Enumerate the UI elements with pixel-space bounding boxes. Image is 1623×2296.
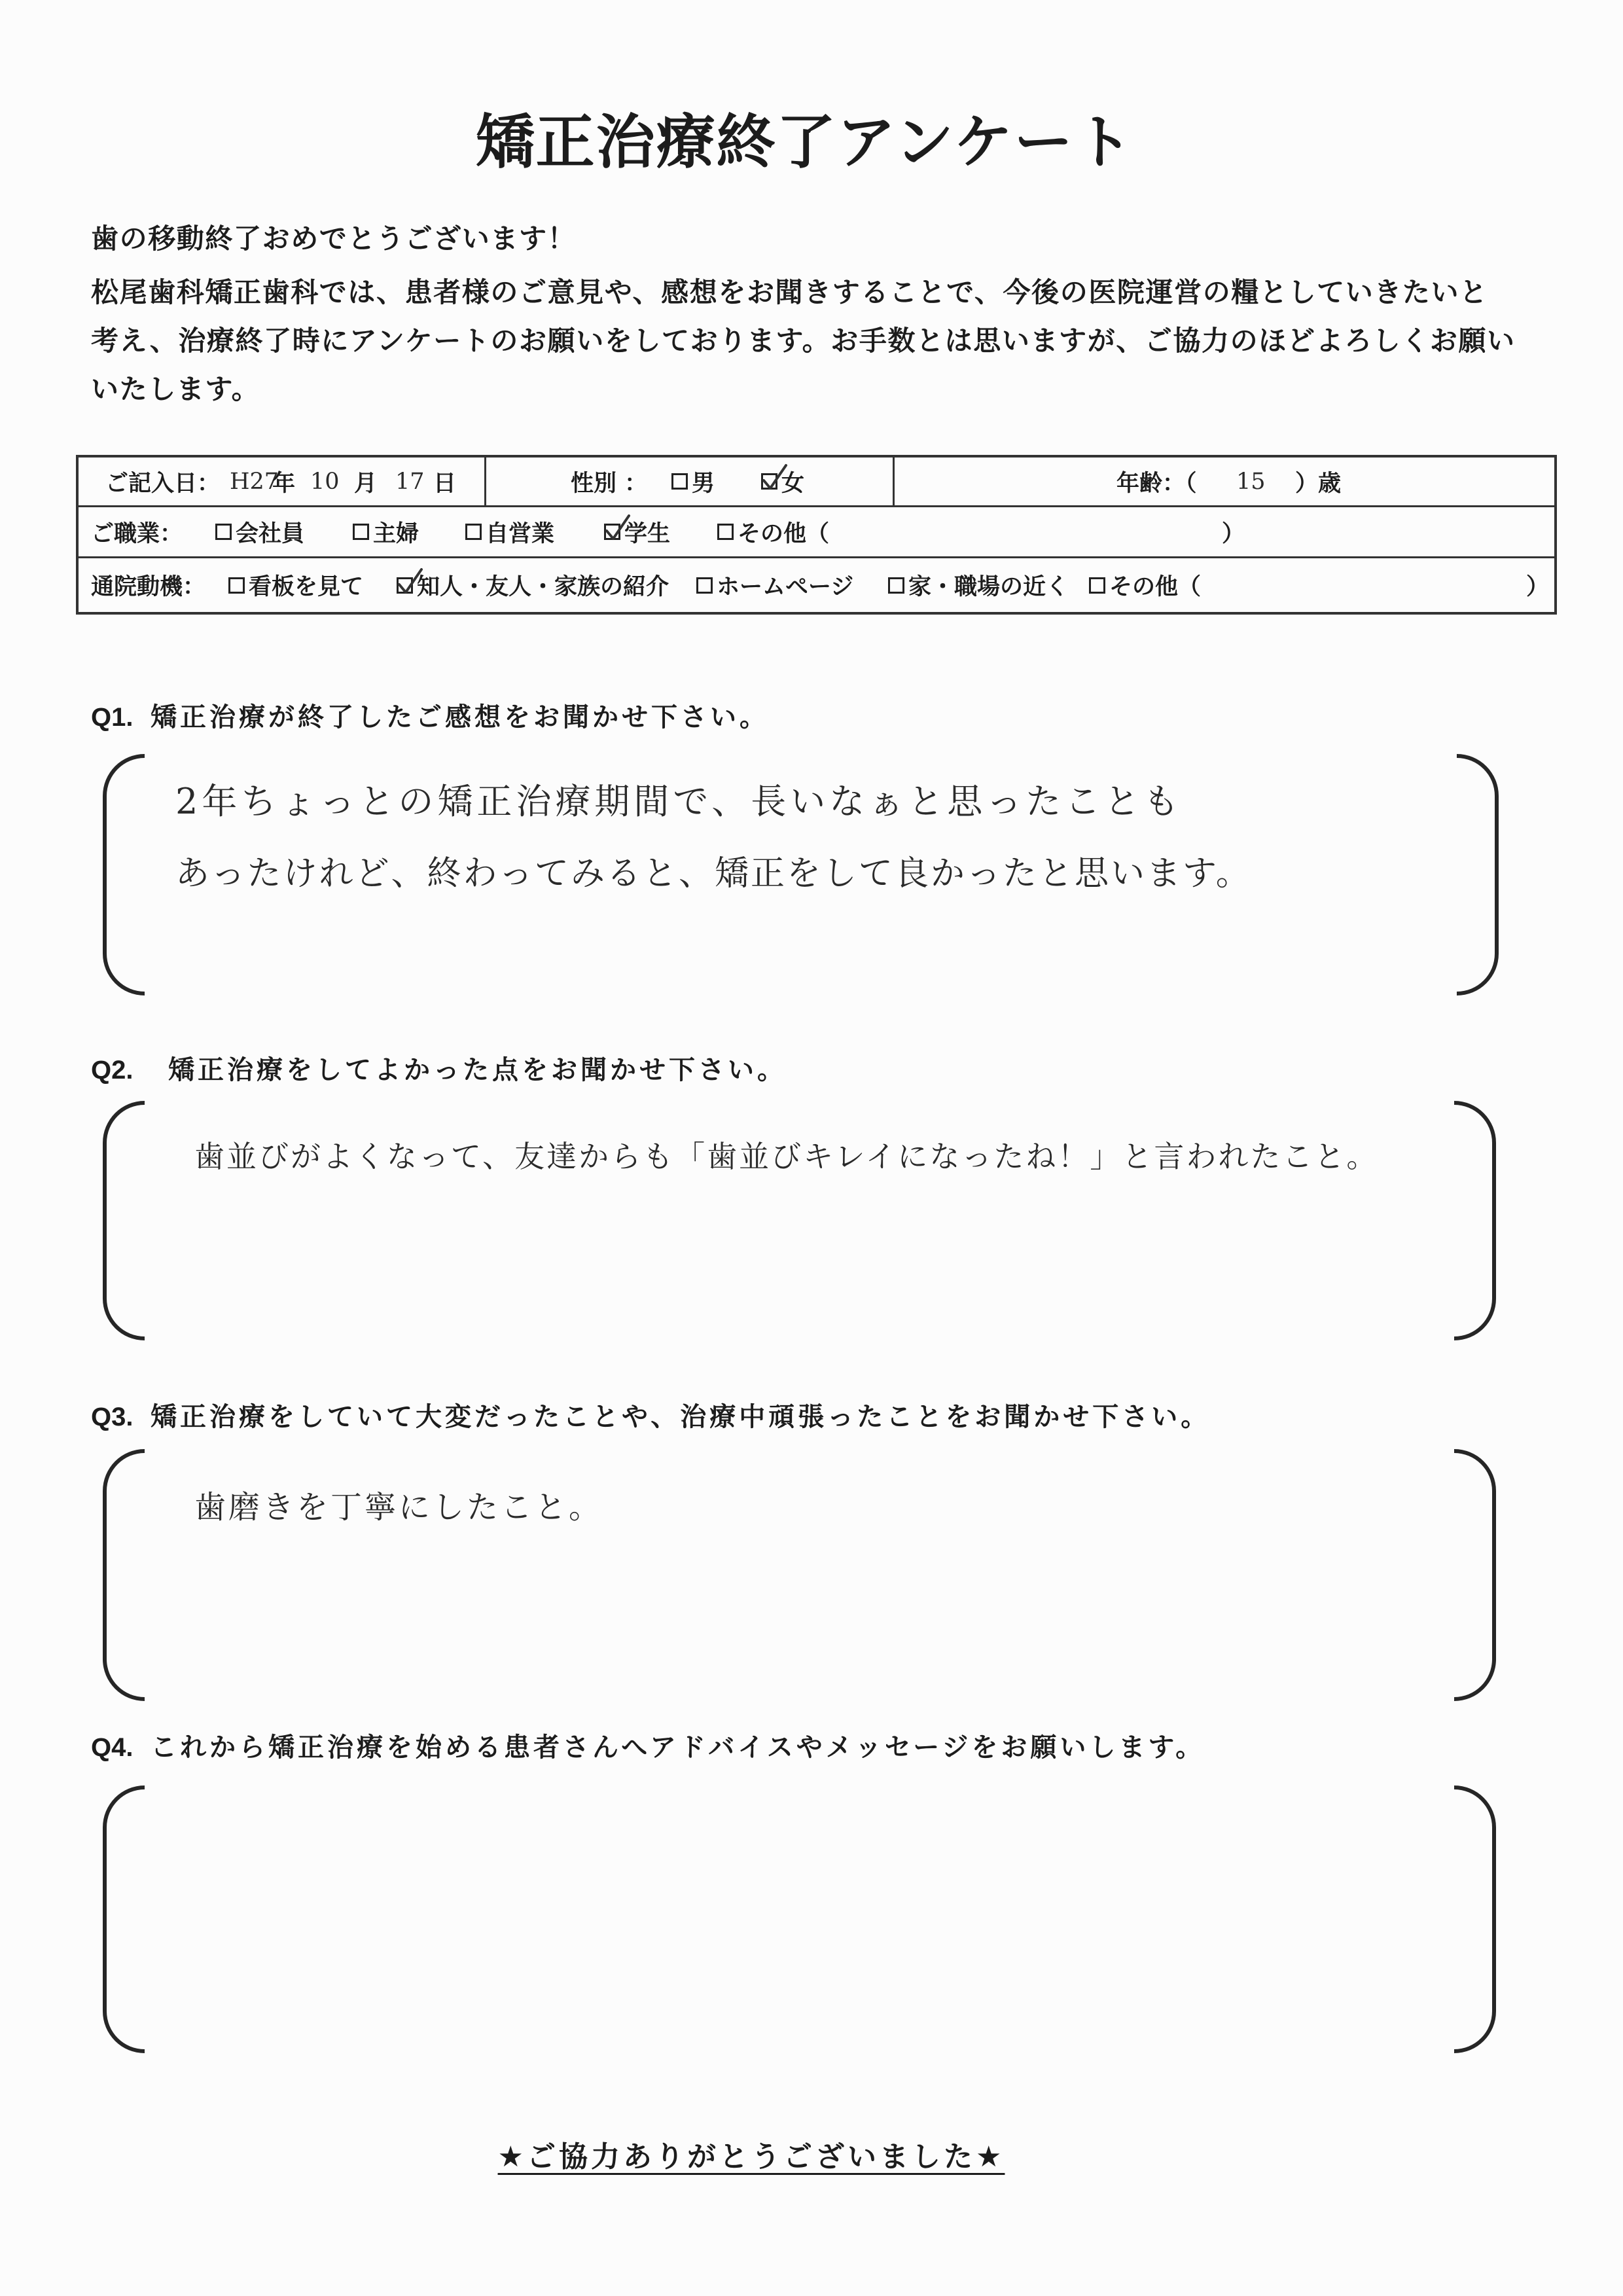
- info-row-date-gender-age: [79, 457, 1554, 507]
- option-label: 主婦: [373, 520, 419, 547]
- date-day: 17: [395, 468, 425, 495]
- answer-box-left-bracket: [103, 1449, 145, 1701]
- answer-box-right-bracket: [1457, 754, 1499, 996]
- answer-box-left-bracket: [103, 1785, 145, 2053]
- answer-box-right-bracket: [1454, 1785, 1496, 2053]
- year-unit: 年: [272, 470, 296, 497]
- handwritten-answer-line: 歯並びがよくなって、友達からも「歯並びキレイになったね！」と言われたこと。: [194, 1139, 1379, 1174]
- option-label: 学生: [624, 520, 671, 547]
- checkbox: [397, 577, 413, 594]
- respondent-info-table: [76, 455, 1557, 615]
- question-number: Q3.: [91, 1403, 134, 1431]
- occupation-label: ご職業：: [91, 520, 183, 547]
- handwritten-answer-line: 2年ちょっとの矯正治療期間で、長いなぁと思ったことも: [175, 781, 1183, 822]
- occupation-option-other: [717, 507, 829, 556]
- checkbox: [671, 473, 688, 490]
- page-title: 矯正治療終了アンケート: [475, 108, 1135, 177]
- occupation-option-homemaker: [353, 507, 419, 556]
- option-label: 自営業: [486, 520, 555, 547]
- date-label: ご記入日：: [105, 470, 221, 497]
- answer-box-left-bracket: [103, 1101, 145, 1340]
- checkbox: [465, 524, 482, 540]
- question-text: 矯正治療をしていて大変だったことや、治療中頑張ったことをお聞かせ下さい。: [151, 1402, 1211, 1432]
- checkbox: [1089, 577, 1105, 594]
- checkbox: [888, 577, 904, 594]
- question-text: これから矯正治療を始める患者さんへアドバイスやメッセージをお願いします。: [151, 1732, 1205, 1763]
- option-label: その他（: [1109, 574, 1202, 600]
- question-3: [91, 1397, 1210, 1437]
- gender-label: 性別 ：: [571, 470, 648, 497]
- intro-line: 松尾歯科矯正歯科では、患者様のご意見や、感想をお聞きすることで、今後の医院運営の糧としていきたいと: [91, 276, 1488, 308]
- checkbox: [717, 524, 734, 540]
- intro-line: 考え、治療終了時にアンケートのお願いをしております。お手数とは思いますが、ご協力のほどよろしくお願い: [91, 325, 1516, 357]
- option-label: その他（: [738, 520, 830, 547]
- question-number: Q2.: [91, 1056, 134, 1085]
- info-row-occupation: [79, 507, 1554, 558]
- checkbox: [604, 524, 620, 540]
- occupation-option-company-employee: [215, 507, 304, 556]
- answer-box-left-bracket: [103, 754, 145, 996]
- motive-label: 通院動機：: [91, 574, 206, 600]
- intro-line: いたします。: [91, 373, 260, 405]
- option-label: 知人・友人・家族の紹介: [417, 574, 669, 600]
- checkbox: [353, 524, 369, 540]
- motive-option-signboard: [228, 558, 363, 612]
- question-number: Q4.: [91, 1733, 134, 1762]
- option-label: 女: [781, 470, 805, 497]
- motive-option-near-home-work: [888, 558, 1069, 612]
- day-unit: 日: [433, 470, 457, 497]
- check-mark-icon: [762, 463, 788, 492]
- checkbox: [228, 577, 245, 594]
- checkbox: [696, 577, 713, 594]
- occupation-option-student: [604, 507, 670, 556]
- motive-other-close: ）: [1526, 574, 1550, 600]
- info-row-visit-motive: [79, 558, 1554, 612]
- question-text: 矯正治療をしてよかった点をお聞かせ下さい。: [168, 1055, 787, 1085]
- option-label: 会社員: [236, 520, 305, 547]
- checkbox: [761, 473, 777, 490]
- occupation-option-self-employed: [465, 507, 554, 556]
- check-mark-icon: [605, 514, 631, 543]
- question-4: [91, 1728, 1205, 1767]
- checkbox: [215, 524, 232, 540]
- option-label: ホームページ: [717, 574, 854, 600]
- option-label: 家・職場の近く: [908, 574, 1069, 600]
- option-label: 男: [692, 470, 715, 497]
- question-2: [91, 1050, 787, 1090]
- motive-option-other: [1089, 558, 1201, 612]
- date-era-year: H27: [230, 468, 279, 495]
- thank-you-footer: [0, 2138, 1563, 2177]
- question-number: Q1.: [91, 703, 134, 732]
- check-mark-icon: [397, 567, 423, 596]
- gender-option-male: [671, 457, 715, 505]
- answer-box-right-bracket: [1454, 1101, 1496, 1340]
- question-1: [91, 698, 769, 737]
- question-text: 矯正治療が終了したご感想をお聞かせ下さい。: [151, 702, 769, 732]
- intro-line: 歯の移動終了おめでとうございます！: [91, 223, 577, 255]
- age-suffix: ）歳: [1295, 470, 1342, 497]
- age-label: 年齢：（: [1116, 470, 1197, 497]
- option-label: 看板を見て: [249, 574, 364, 600]
- motive-option-homepage: [696, 558, 853, 612]
- date-month: 10: [310, 468, 340, 495]
- footer-text: ★ご協力ありがとうございました★: [497, 2140, 1005, 2174]
- column-divider: [484, 457, 486, 505]
- gender-option-female: [761, 457, 804, 505]
- answer-box-right-bracket: [1454, 1449, 1496, 1701]
- handwritten-answer-line: あったけれど、終わってみると、矯正をして良かったと思います。: [175, 854, 1252, 893]
- column-divider: [893, 457, 895, 505]
- age-value: 15: [1236, 468, 1266, 495]
- occupation-other-close: ）: [1222, 520, 1245, 547]
- month-unit: 月: [354, 470, 378, 497]
- motive-option-referral: [397, 558, 669, 612]
- handwritten-answer-line: 歯磨きを丁寧にしたこと。: [194, 1489, 603, 1526]
